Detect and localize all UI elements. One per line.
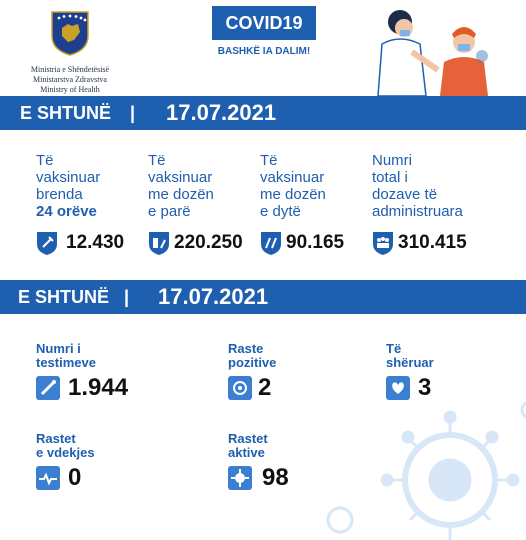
banner-separator: | bbox=[130, 103, 136, 123]
virus-active-icon bbox=[228, 466, 252, 490]
stat-vaccinated-24h bbox=[36, 152, 146, 220]
stat-label-line: e vdekjes bbox=[36, 445, 95, 460]
stat-label-line: e dytë bbox=[260, 203, 301, 220]
ministry-logo bbox=[10, 10, 130, 95]
banner-day: E SHTUNË bbox=[18, 287, 110, 307]
stat-value: 310.415 bbox=[398, 232, 467, 253]
stat-label bbox=[148, 152, 258, 220]
stat-label-line: Numri i bbox=[36, 341, 81, 356]
stat-deaths-value: 0 bbox=[68, 464, 82, 491]
stat-label bbox=[260, 152, 370, 220]
stat-recovered-label bbox=[386, 342, 434, 370]
virus-icon bbox=[228, 376, 252, 400]
vaccine-shield-icon bbox=[36, 230, 58, 256]
stat-label-line: Të bbox=[148, 152, 166, 169]
people-shield-icon bbox=[372, 230, 394, 256]
vaccine-double-shield-icon bbox=[260, 230, 282, 256]
campaign-logo bbox=[212, 6, 316, 66]
campaign-title: COVID19 bbox=[212, 6, 316, 40]
stat-label-line: brenda bbox=[36, 186, 83, 203]
stat-label-line: administruara bbox=[372, 203, 463, 220]
stat-label-line: vaksinuar bbox=[260, 169, 325, 186]
stat-label-line: dozave të bbox=[372, 186, 438, 203]
stat-label-line: aktive bbox=[228, 445, 265, 460]
kosovo-emblem-icon bbox=[50, 10, 90, 56]
banner-date: 17.07.2021 bbox=[166, 100, 277, 125]
stat-label-line: testimeve bbox=[36, 355, 96, 370]
test-tube-icon bbox=[36, 376, 60, 400]
ministry-name-sq: Ministria e Shëndetësisë bbox=[30, 65, 110, 74]
stat-value: 220.250 bbox=[174, 232, 243, 253]
doctor-vaccinating-illustration bbox=[360, 4, 510, 96]
stat-label-line: shëruar bbox=[386, 355, 434, 370]
vaccine-vial-shield-icon bbox=[148, 230, 170, 256]
stat-label-line: e parë bbox=[148, 203, 191, 220]
heart-hands-icon bbox=[386, 376, 410, 400]
stat-label-line: me dozën bbox=[148, 186, 214, 203]
heartbeat-icon bbox=[36, 466, 60, 490]
ministry-name bbox=[10, 65, 130, 95]
stat-total-doses bbox=[372, 152, 512, 220]
stat-label-line: Të bbox=[36, 152, 54, 169]
stat-label-line: me dozën bbox=[260, 186, 326, 203]
stat-positive-value: 2 bbox=[258, 374, 272, 401]
stat-label-line: Rastet bbox=[36, 431, 76, 446]
stat-value: 90.165 bbox=[286, 232, 345, 253]
stat-label-bold: 24 orëve bbox=[36, 203, 97, 220]
ministry-name-en: Ministry of Health bbox=[40, 85, 100, 94]
stat-positive-label bbox=[228, 342, 276, 370]
vaccination-date-banner bbox=[0, 96, 526, 130]
stat-first-dose bbox=[148, 152, 258, 220]
decorative-virus-icon bbox=[300, 400, 526, 540]
stat-label-line: vaksinuar bbox=[36, 169, 101, 186]
stat-active-label bbox=[228, 432, 268, 460]
stat-recovered-value: 3 bbox=[418, 374, 432, 401]
stat-label-line: Rastet bbox=[228, 431, 268, 446]
stat-tests-value: 1.944 bbox=[68, 374, 129, 401]
stat-label bbox=[36, 152, 146, 220]
stat-label-line: pozitive bbox=[228, 355, 277, 370]
stat-second-dose bbox=[260, 152, 370, 220]
stat-label-line: total i bbox=[372, 169, 408, 186]
banner-separator: | bbox=[124, 287, 130, 307]
stat-label-line: Numri bbox=[372, 152, 412, 169]
banner-date: 17.07.2021 bbox=[158, 284, 269, 309]
stat-deaths-label bbox=[36, 432, 95, 460]
stat-label bbox=[372, 152, 512, 220]
stat-label-line: Të bbox=[386, 341, 402, 356]
banner-day: E SHTUNË bbox=[20, 103, 112, 123]
stat-label-line: Të bbox=[260, 152, 278, 169]
stat-tests-label bbox=[36, 342, 96, 370]
stat-active-value: 98 bbox=[262, 464, 289, 491]
stat-label-line: vaksinuar bbox=[148, 169, 213, 186]
stat-label-line: Raste bbox=[228, 341, 264, 356]
covid-date-banner bbox=[0, 280, 526, 314]
campaign-slogan: BASHKË IA DALIM! bbox=[217, 46, 311, 57]
stat-value: 12.430 bbox=[66, 232, 125, 253]
ministry-name-sr: Ministarstva Zdravstva bbox=[33, 75, 107, 84]
